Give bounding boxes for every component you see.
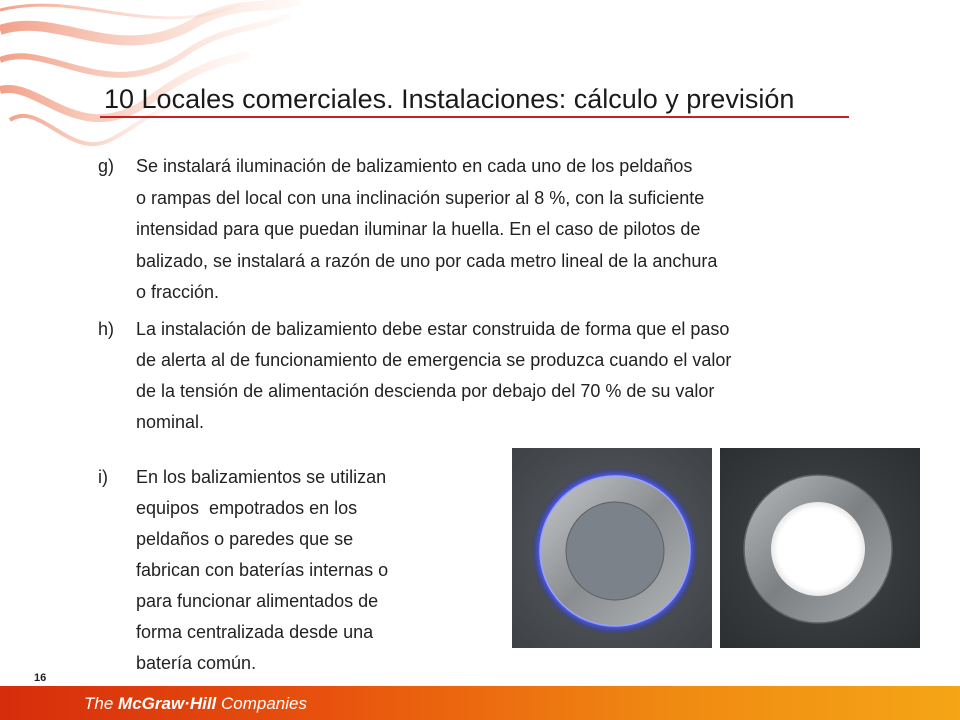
text-line: de alerta al de funcionamiento de emergencia se produzca cuando el valor [136, 350, 732, 370]
text-line: batería común. [136, 653, 257, 673]
photo-blue-recessed-light [512, 448, 712, 648]
item-label: i) [98, 467, 108, 487]
text-line: o fracción. [136, 282, 220, 302]
page-number: 16 [34, 672, 47, 684]
text-line: Se instalará iluminación de balizamiento en cada uno de los peldaños [136, 156, 693, 176]
text-line: intensidad para que puedan iluminar la huella. En el caso de pilotos de [136, 219, 701, 239]
text-line: equipos empotrados en los [136, 498, 358, 518]
text-line: fabrican con baterías internas o [136, 560, 389, 580]
item-label: g) [98, 156, 115, 176]
brand-main: McGraw·Hill [118, 694, 217, 713]
publisher-logo [84, 694, 307, 714]
brand-prefix: The [84, 694, 119, 713]
text-line: peldaños o paredes que se [136, 529, 354, 549]
text-line: para funcionar alimentados de [136, 591, 379, 611]
photo-white-recessed-light [720, 448, 920, 648]
text-line: nominal. [136, 412, 205, 432]
brand-suffix: Companies [216, 694, 307, 713]
item-label: h) [98, 319, 115, 339]
text-line: de la tensión de alimentación descienda por debajo del 70 % de su valor [136, 381, 715, 401]
title-underline [100, 116, 849, 118]
list-item-h [98, 313, 858, 443]
text-line: balizado, se instalará a razón de uno por cada metro lineal de la anchura [136, 251, 718, 271]
list-item-g [98, 150, 858, 310]
text-line: o rampas del local con una inclinación superior al 8 %, con la suficiente [136, 188, 705, 208]
list-item-i [98, 461, 498, 681]
text-line: forma centralizada desde una [136, 622, 374, 642]
text-line: La instalación de balizamiento debe estar construida de forma que el paso [136, 319, 730, 339]
slide-title: 10 Locales comerciales. Instalaciones: cálculo y previsión [104, 84, 795, 114]
footer-bar [0, 686, 960, 720]
text-line: En los balizamientos se utilizan [136, 467, 387, 487]
